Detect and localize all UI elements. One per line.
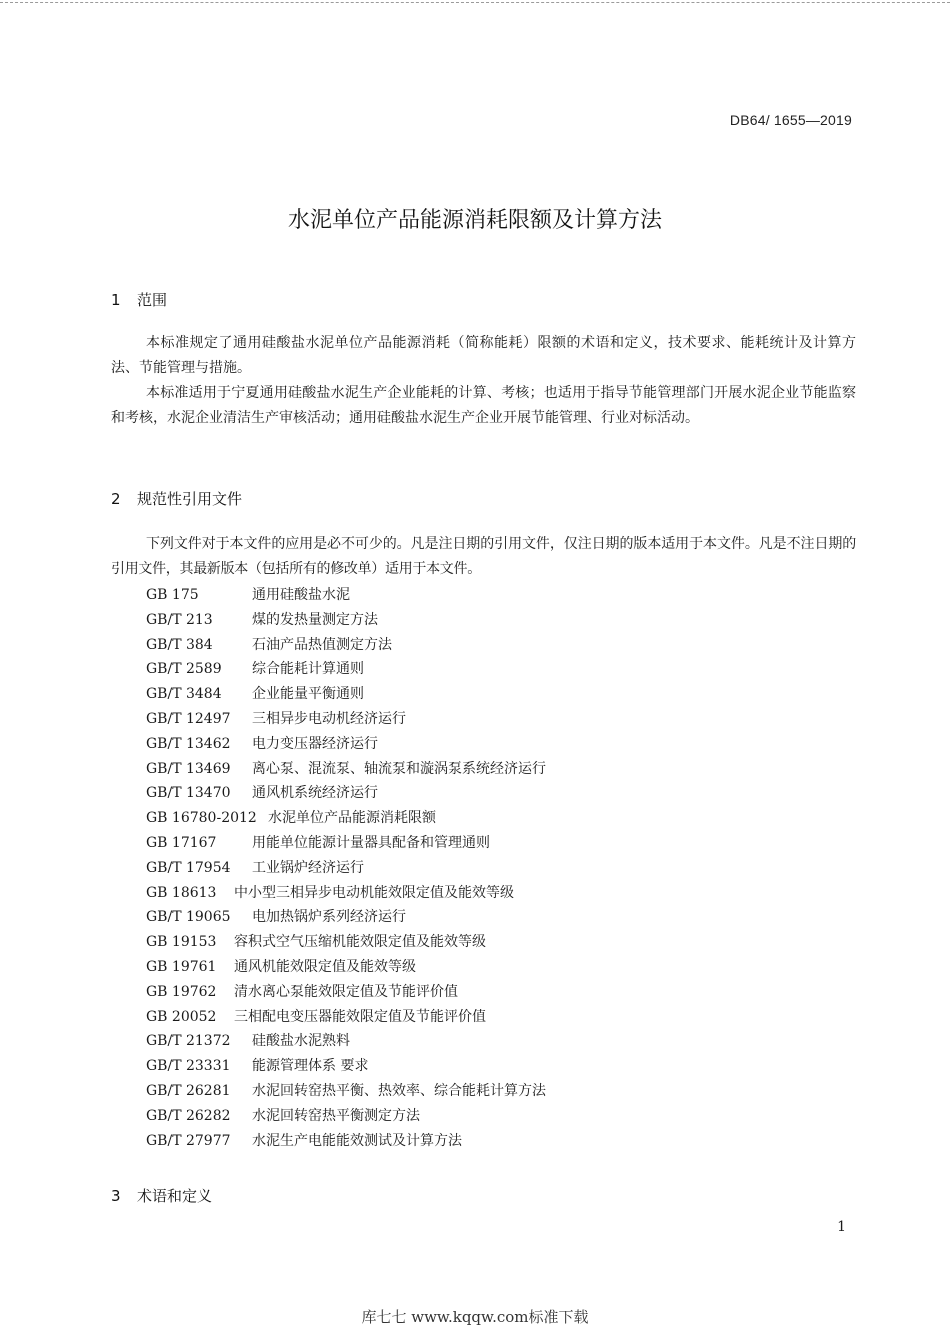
reference-code: GB 17167 — [146, 834, 217, 851]
reference-title: 水泥回转窑热平衡、热效率、综合能耗计算方法 — [252, 1082, 546, 1099]
section-title: 范围 — [137, 291, 168, 309]
section-number: 3 — [111, 1187, 121, 1205]
list-item — [146, 980, 546, 1005]
section-number: 1 — [111, 291, 121, 309]
section-3-heading — [111, 1185, 212, 1206]
reference-title: 电力变压器经济运行 — [252, 735, 378, 752]
list-item — [146, 781, 546, 806]
reference-title: 能源管理体系 要求 — [252, 1058, 369, 1075]
reference-code: GB/T 23331 — [146, 1058, 231, 1075]
section-number: 2 — [111, 490, 121, 508]
reference-code: GB/T 2589 — [146, 661, 222, 678]
list-item — [146, 682, 546, 707]
footer-watermark: 库七七 www.kqqw.com标准下载 — [361, 1308, 589, 1326]
list-item — [146, 707, 546, 732]
list-item — [146, 930, 546, 955]
list-item — [146, 806, 546, 831]
reference-title: 煤的发热量测定方法 — [252, 611, 378, 628]
reference-code: GB/T 213 — [146, 611, 213, 628]
reference-list — [146, 583, 546, 1153]
reference-title: 通用硅酸盐水泥 — [252, 587, 350, 603]
list-item — [146, 732, 546, 757]
reference-title: 用能单位能源计量器具配备和管理通则 — [252, 834, 490, 851]
list-item — [146, 657, 546, 682]
reference-title: 企业能量平衡通则 — [252, 686, 364, 703]
list-item — [146, 1079, 546, 1104]
list-item — [146, 757, 546, 782]
list-item — [146, 831, 546, 856]
list-item — [146, 1029, 546, 1054]
reference-title: 中小型三相异步电动机能效限定值及能效等级 — [234, 884, 514, 901]
reference-title: 通风机能效限定值及能效等级 — [234, 958, 416, 975]
list-item — [146, 608, 546, 633]
section-1-paragraph-1: 本标准规定了通用硅酸盐水泥单位产品能源消耗（简称能耗）限额的术语和定义，技术要求、能耗统计及计算方法、节能管理与措施。 — [111, 335, 856, 376]
reference-code: GB 19762 — [146, 983, 217, 1000]
reference-title: 水泥单位产品能源消耗限额 — [268, 810, 436, 827]
list-item — [146, 881, 546, 906]
list-item — [146, 633, 546, 658]
reference-code: GB/T 13469 — [146, 760, 231, 777]
reference-title: 水泥回转窑热平衡测定方法 — [252, 1107, 420, 1124]
reference-title: 综合能耗计算通则 — [252, 661, 364, 678]
reference-code: GB/T 384 — [146, 636, 213, 653]
section-title: 规范性引用文件 — [137, 490, 243, 508]
reference-code: GB/T 13470 — [146, 785, 231, 802]
document-code: DB64/ 1655—2019 — [729, 112, 852, 128]
reference-title: 三相异步电动机经济运行 — [252, 710, 406, 727]
reference-code: GB/T 26281 — [146, 1082, 231, 1099]
reference-title: 水泥生产电能能效测试及计算方法 — [252, 1132, 462, 1149]
reference-code: GB/T 13462 — [146, 735, 231, 752]
page-title: 水泥单位产品能源消耗限额及计算方法 — [287, 208, 662, 233]
list-item — [146, 1005, 546, 1030]
reference-title: 电加热锅炉系列经济运行 — [252, 909, 406, 926]
reference-title: 清水离心泵能效限定值及节能评价值 — [234, 983, 458, 1000]
reference-code: GB/T 27977 — [146, 1132, 231, 1149]
list-item — [146, 856, 546, 881]
reference-title: 工业锅炉经济运行 — [252, 859, 364, 876]
reference-code: GB 16780-2012 — [146, 810, 257, 827]
reference-code: GB/T 21372 — [146, 1033, 231, 1050]
reference-code: GB/T 12497 — [146, 710, 231, 727]
reference-code: GB/T 17954 — [146, 859, 231, 876]
section-1-heading — [111, 289, 167, 310]
reference-code: GB 18613 — [146, 884, 217, 901]
list-item — [146, 955, 546, 980]
section-2-heading — [111, 488, 242, 509]
reference-code: GB/T 3484 — [146, 686, 222, 703]
list-item — [146, 1054, 546, 1079]
reference-title: 离心泵、混流泵、轴流泵和漩涡泵系统经济运行 — [252, 760, 546, 777]
reference-title: 容积式空气压缩机能效限定值及能效等级 — [234, 934, 486, 951]
top-rule — [0, 2, 950, 3]
reference-title: 三相配电变压器能效限定值及节能评价值 — [234, 1008, 486, 1025]
section-2-paragraph-1: 下列文件对于本文件的应用是必不可少的。凡是注日期的引用文件，仅注日期的版本适用于本文件。凡是不注日期的引用文件，其最新版本（包括所有的修改单）适用于本文件。 — [111, 536, 856, 577]
list-item — [146, 583, 546, 608]
reference-code: GB 20052 — [146, 1008, 217, 1025]
reference-title: 石油产品热值测定方法 — [252, 636, 392, 653]
reference-title: 通风机系统经济运行 — [252, 785, 378, 802]
reference-code: GB/T 26282 — [146, 1107, 231, 1124]
reference-code: GB 175 — [146, 587, 199, 603]
reference-code: GB 19153 — [146, 934, 217, 951]
section-1-paragraph-2: 本标准适用于宁夏通用硅酸盐水泥生产企业能耗的计算、考核；也适用于指导节能管理部门开展水泥企业节能监察和考核，水泥企业清洁生产审核活动；通用硅酸盐水泥生产企业开展节能管理、行业对标活动。 — [111, 385, 856, 426]
reference-code: GB 19761 — [146, 958, 217, 975]
list-item — [146, 1129, 546, 1154]
list-item — [146, 905, 546, 930]
list-item — [146, 1104, 546, 1129]
reference-code: GB/T 19065 — [146, 909, 231, 926]
page-number: 1 — [837, 1219, 846, 1235]
section-title: 术语和定义 — [137, 1187, 213, 1205]
reference-title: 硅酸盐水泥熟料 — [252, 1033, 350, 1050]
